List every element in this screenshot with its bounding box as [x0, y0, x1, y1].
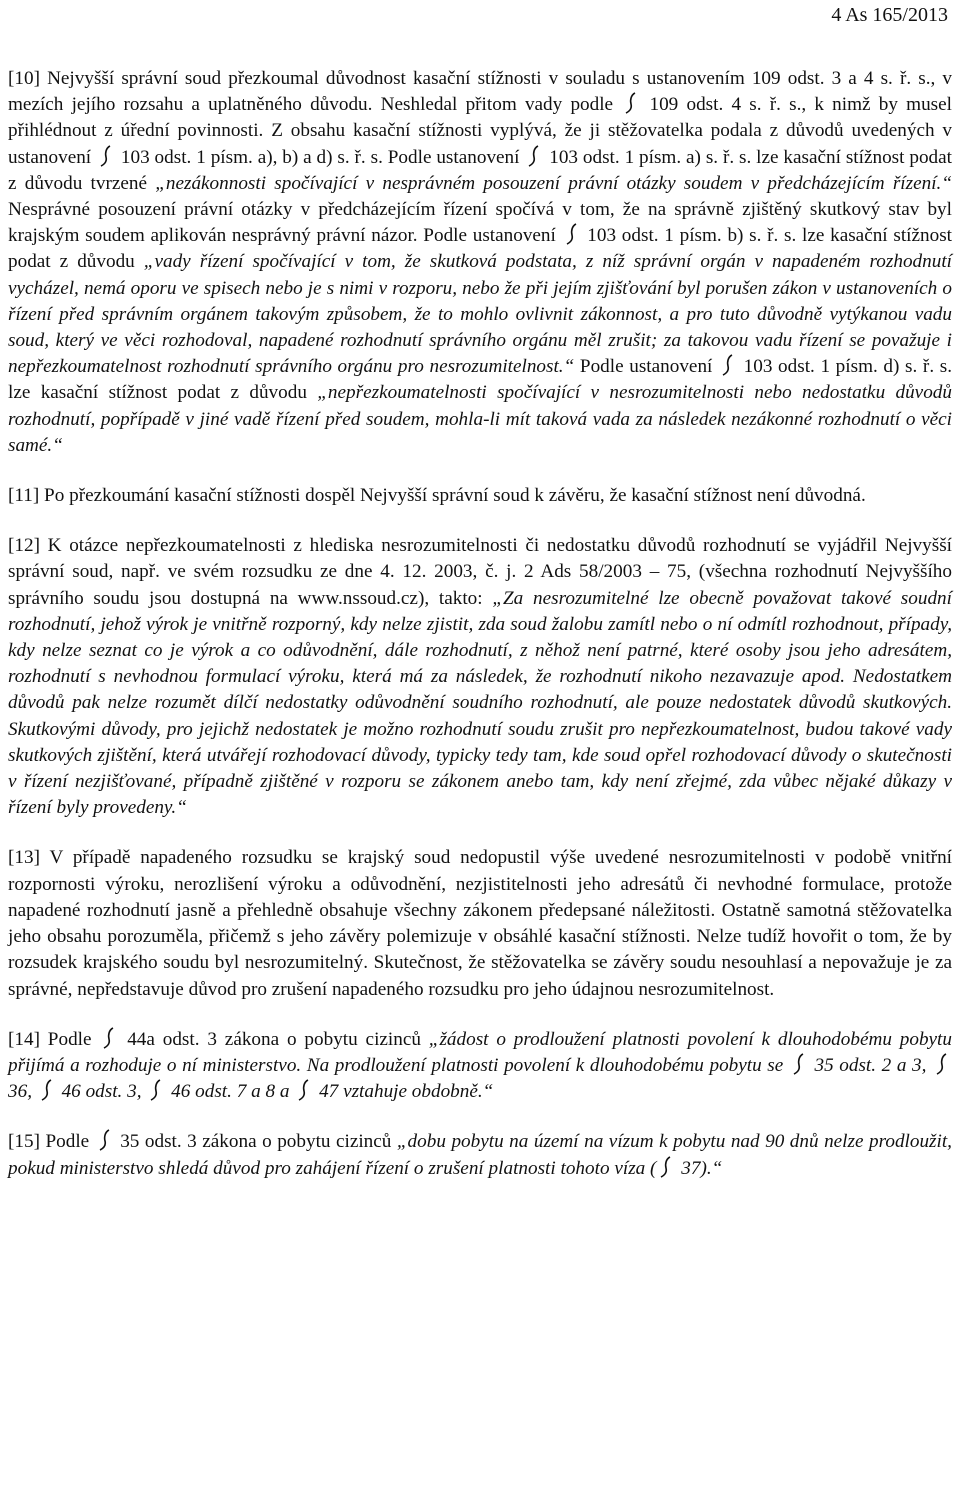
quoted-text: „vady řízení spočívající v tom, že skutková podstata, z níž správní orgán v napadeném rozhodnutí vycházel, nemá oporu ve spisech nebo je s nimi v rozporu, nebo že při jejím zjišťování byl porušen zákon v ustanoveních o řízení před správním orgánem takovým způsobem, že to mohlo ovlivnit zákonnost, a pro tuto důvodně vytýkanou vadu soud, který ve věci rozhodoval, napadené rozhodnutí správního orgánu měl zrušit; za takovou vadu řízení se považuje i nepřezkoumatelnost rozhodnutí správního orgánu pro nesrozumitelnost.“ [8, 251, 952, 378]
paragraph-13 [8, 845, 952, 1002]
paragraph-text: 103 odst. 1 písm. a) s. ř. s. lze kasační stížnost podat z důvodu tvrzené [8, 146, 952, 194]
section-sign-icon [146, 1081, 166, 1099]
paragraph-15 [8, 1129, 952, 1181]
paragraph-10 [8, 66, 952, 459]
quoted-text: 46 odst. 7 a 8 a [166, 1081, 295, 1103]
paragraph-12 [8, 533, 952, 821]
section-sign-icon [932, 1055, 952, 1073]
paragraph-text: 103 odst. 1 písm. a), b) a d) s. ř. s. Podle ustanovení [116, 146, 525, 168]
paragraph-text: [11] Po přezkoumání kasační stížnosti dospěl Nejvyšší správní soud k závěru, že kasační stížnost není důvodná. [8, 485, 866, 507]
section-sign-icon [37, 1081, 57, 1099]
quoted-text: „Za nesrozumitelné lze obecně považovat takové soudní rozhodnutí, jehož výrok je vnitřně rozporný, kdy nelze zjistit, zda soud žalobu zamítl nebo o ní odmítl rozhodnout, případy, kdy nelze seznat co je výrok a co odůvodnění, dále rozhodnutí, z něhož není patrné, které osoby jsou jeho adresátem, rozhodnutí s nevhodnou formulací výroku, která má za následek, že rozhodnutí nikoho nezavazuje apod. Nedostatkem důvodů pak nelze rozumět dílčí nedostatky odůvodnění soudního rozhodnutí, ale pouze nedostatek důvodů skutkových. Skutkovými důvody, pro jejichž nedostatek je možno rozhodnutí soudu zrušit pro nepřezkoumatelnost, budou takové vady skutkových zjištění, která utvářejí rozhodovací důvody, typicky tedy tam, kde soud opřel rozhodovací důvody o skutečnosti v řízení nezjišťované, případně zjištěné v rozporu se zákonem anebo tam, kdy není zřejmé, zda vůbec nějaké důkazy v řízení byly provedeny.“ [8, 587, 952, 819]
paragraph-text: [14] Podle [8, 1028, 100, 1050]
paragraph-text: 103 odst. 1 písm. d) s. ř. s. lze kasační stížnost podat z důvodu [8, 356, 953, 404]
section-sign-icon [789, 1055, 809, 1073]
paragraph-text: [13] V případě napadeného rozsudku se krajský soud nedopustil výše uvedené nesrozumitelnosti v podobě vnitřní rozpornosti výroku, nerozlišení výroku a odůvodnění, nezjistitelnosti jeho adresátů či nevhodné formulace, protože napadené rozhodnutí jasně a přehledně obsahuje všechny zákonem předepsané náležitosti. Ostatně samotná stěžovatelka jeho obsahu porozuměla, přičemž s jeho závěry polemizuje v obsáhlé kasační stížnosti. Nelze tudíž hovořit o tom, že by rozsudek krajského soudu byl nesrozumitelný. Skutečnost, že stěžovatelka se závěry soudu nesouhlasí a nepovažuje je za správné, nepředstavuje důvod pro zrušení napadeného rozsudku pro jeho údajnou nesrozumitelnost. [8, 847, 952, 1000]
section-sign-icon [621, 94, 641, 112]
quoted-text: „dobu pobytu na území na vízum k pobytu nad 90 dnů nelze prodloužit, pokud ministerstvo shledá důvod pro zahájení řízení o zrušení platnosti tohoto víza ( [8, 1131, 952, 1179]
quoted-text: „nezákonnosti spočívající v nesprávném posouzení právní otázky soudem v předcházejícím řízení.“ [155, 172, 952, 194]
section-sign-icon [656, 1158, 676, 1176]
paragraph-text: Nesprávné posouzení právní otázky v předcházejícím řízení spočívá v tom, že na správně zjištěný skutkový stav byl krajským soudem aplikován nesprávný právní názor. Podle ustanovení [8, 199, 952, 247]
quoted-text: 37).“ [676, 1157, 723, 1179]
paragraph-text: 35 odst. 3 zákona o pobytu cizinců [114, 1131, 397, 1153]
document-body [8, 66, 952, 1182]
section-sign-icon [562, 225, 582, 243]
section-sign-icon [294, 1081, 314, 1099]
paragraph-text: 44a odst. 3 zákona o pobytu cizinců [119, 1028, 429, 1050]
paragraph-text: [15] Podle [8, 1131, 95, 1153]
paragraph-text: Podle ustanovení [574, 356, 719, 378]
paragraph-text: [12] K otázce nepřezkoumatelnosti z hlediska nesrozumitelnosti či nedostatku důvodů rozhodnutí se vyjádřil Nejvyšší správní soud, např. ve svém rozsudku ze dne 4. 12. 2003, č. j. 2 Ads 58/2003 – 75, (všechna rozhodnutí Nejvyššího správního soudu jsou dostupná na www.nssoud.cz), takto: [8, 535, 952, 609]
section-sign-icon [99, 1029, 119, 1047]
paragraph-text: [10] Nejvyšší správní soud přezkoumal důvodnost kasační stížnosti v souladu s ustanovením 109 odst. 3 a 4 s. ř. s., v mezích jejího rozsahu a uplatněného důvodu. Neshledal přitom vady podle [8, 68, 952, 116]
page-number: 4 As 165/2013 [831, 4, 948, 26]
quoted-text: 36, [8, 1081, 37, 1103]
quoted-text: 35 odst. 2 a 3, [808, 1054, 932, 1076]
paragraph-text: 103 odst. 1 písm. b) s. ř. s. lze kasační stížnost podat z důvodu [8, 225, 952, 273]
section-sign-icon [524, 147, 544, 165]
section-sign-icon [95, 1131, 115, 1149]
paragraph-text: 109 odst. 4 s. ř. s., k nimž by musel přihlédnout z úřední povinnosti. Z obsahu kasační stížnosti vyplývá, že ji stěžovatelka podala z důvodů uvedených v ustanovení [8, 94, 952, 168]
paragraph-11 [8, 483, 952, 509]
section-sign-icon [96, 147, 116, 165]
quoted-text: „žádost o prodloužení platnosti povolení k dlouhodobému pobytu přijímá a rozhoduje o ní ministerstvo. Na prodloužení platnosti povolení k dlouhodobému pobytu se [8, 1028, 952, 1076]
quoted-text: 47 vztahuje obdobně.“ [314, 1081, 494, 1103]
section-sign-icon [718, 356, 738, 374]
quoted-text: „nepřezkoumatelnosti spočívající v nesrozumitelnosti nebo nedostatku důvodů rozhodnutí, popřípadě v jiné vadě řízení před soudem, mohla-li mít taková vada za následek nezákonné rozhodnutí o věci samé.“ [8, 382, 952, 456]
quoted-text: 46 odst. 3, [56, 1081, 147, 1103]
paragraph-14 [8, 1027, 952, 1106]
